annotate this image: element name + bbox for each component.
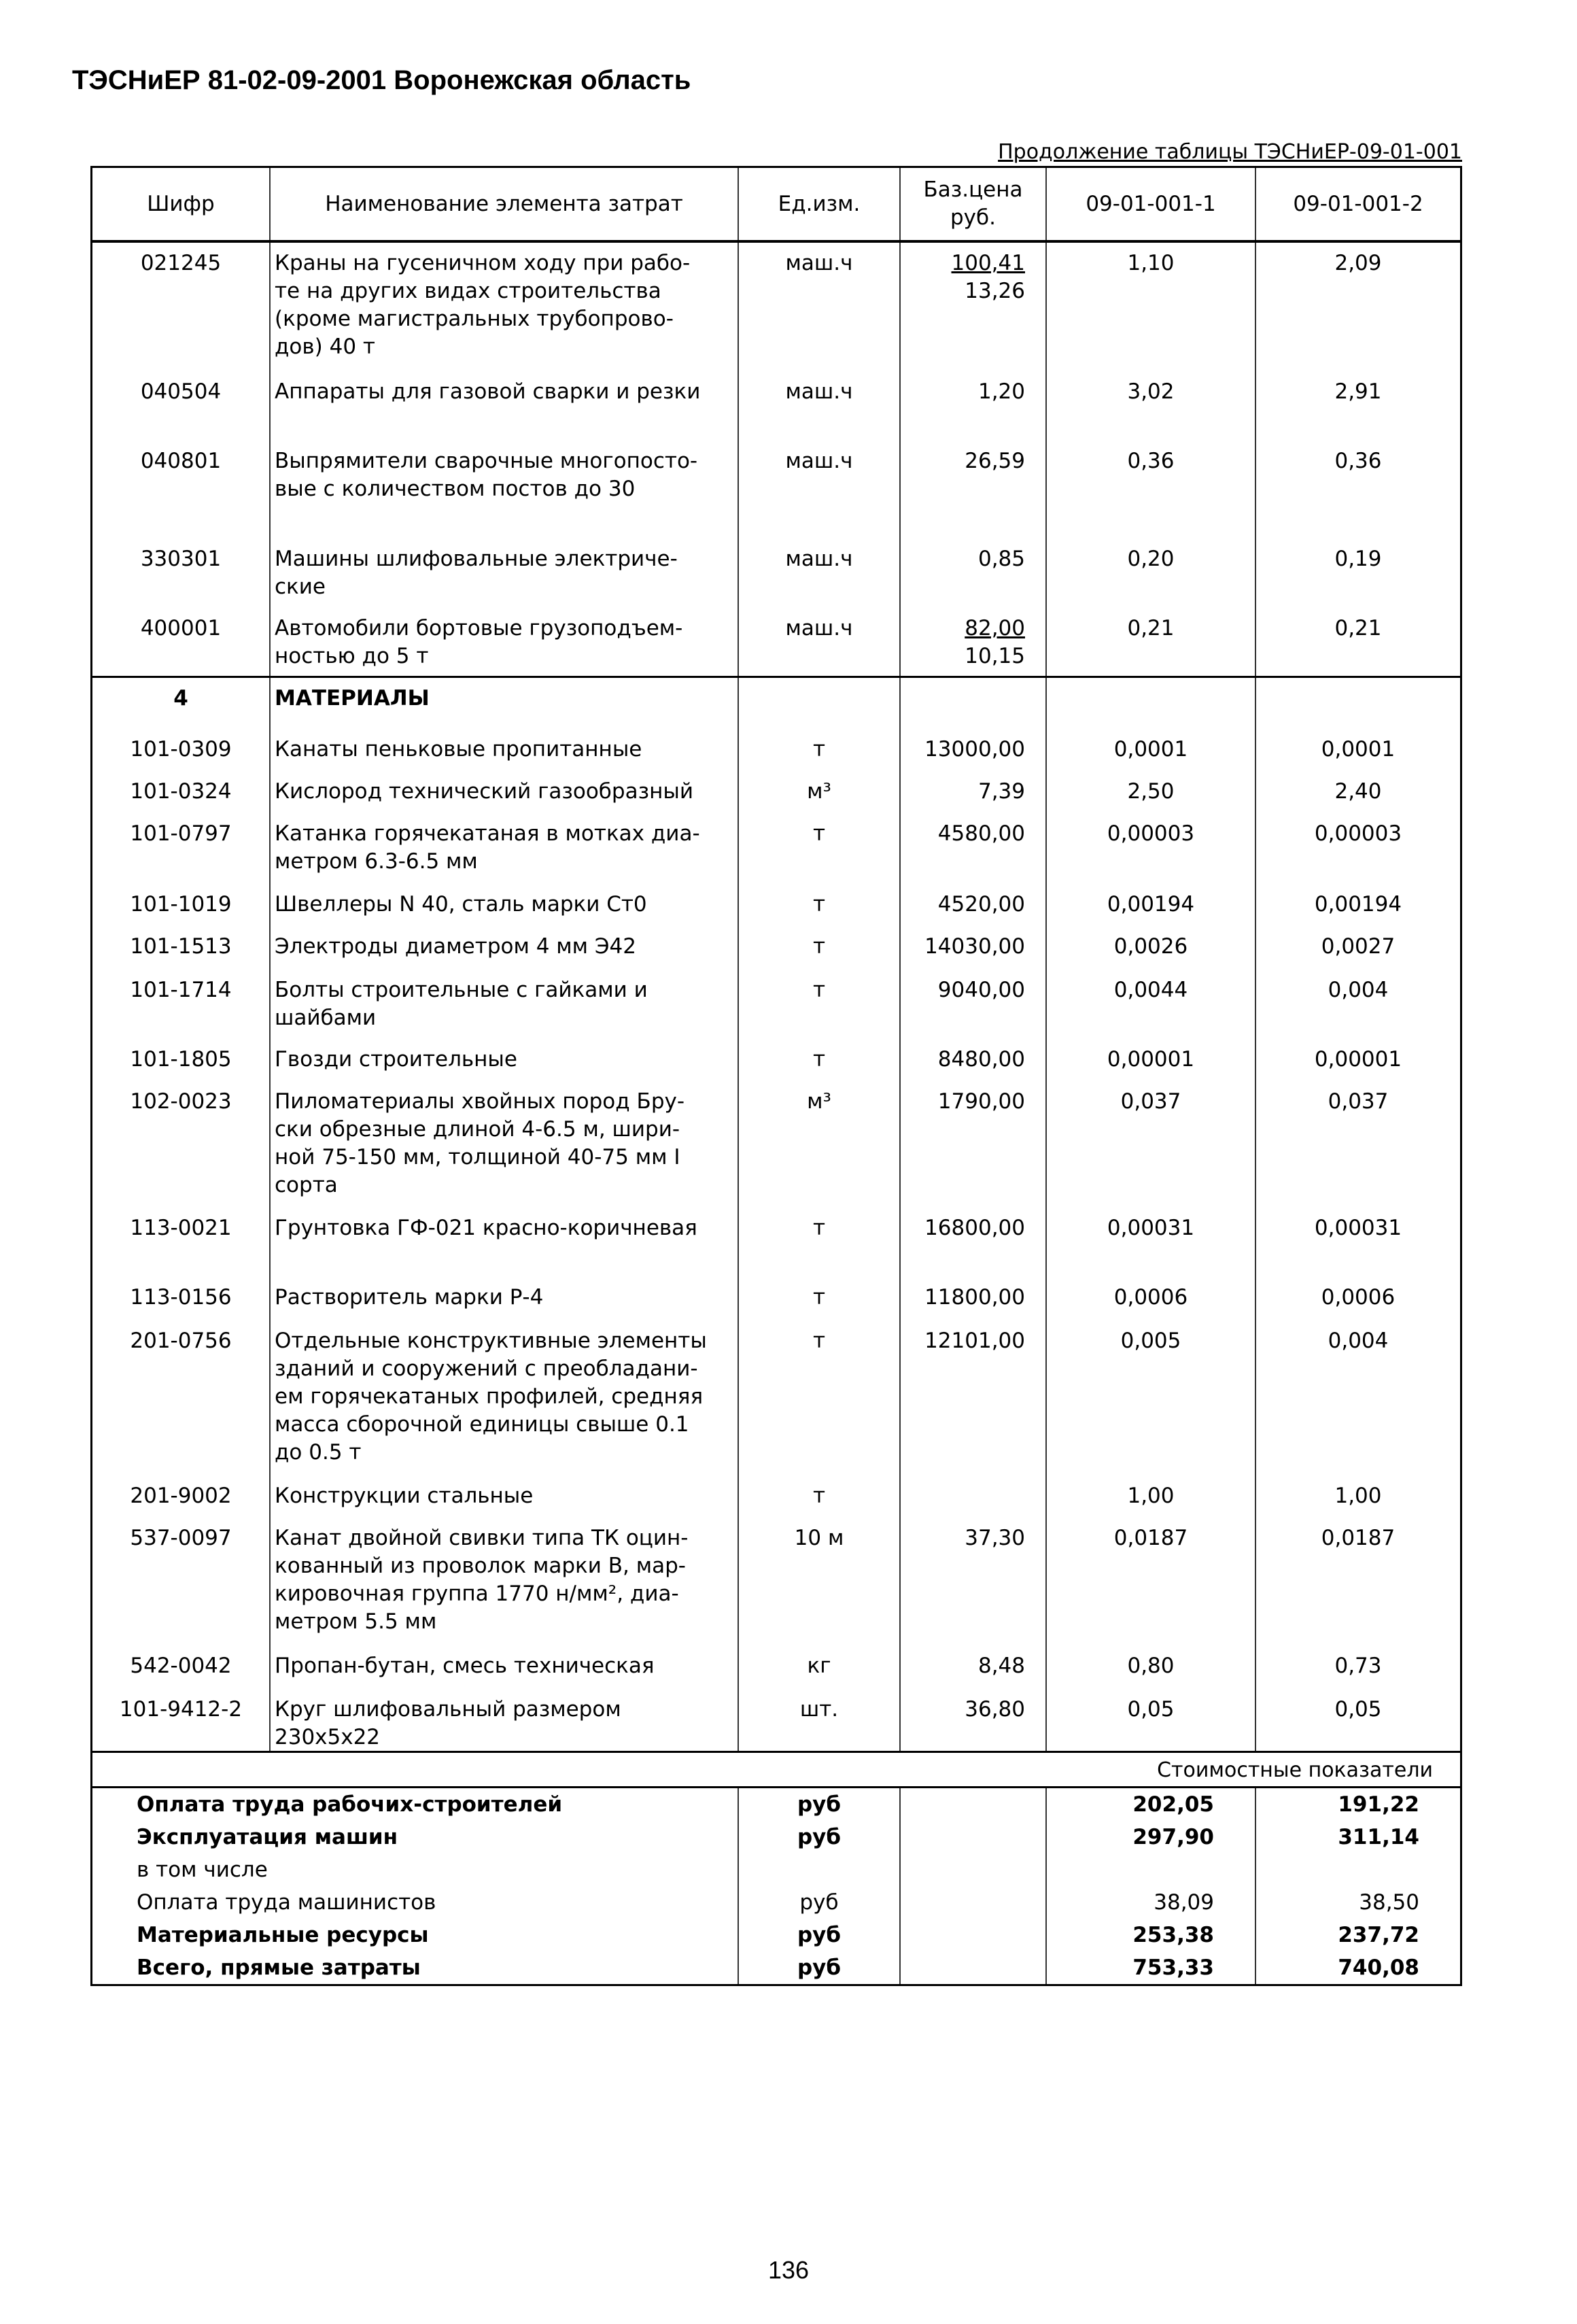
unit-cell: маш.ч — [738, 371, 899, 441]
base-price: 7,39 — [977, 779, 1025, 804]
table-caption: Продолжение таблицы ТЭСНиЕР-09-01-001 — [998, 140, 1462, 164]
unit-cell: т — [738, 884, 899, 926]
table-row — [92, 441, 1460, 539]
code-cell: 201-0756 — [130, 1329, 232, 1353]
summary-col-1: 253,38 — [1045, 1919, 1255, 1951]
unit-cell: т — [738, 1277, 899, 1320]
value-col-2: 0,00031 — [1255, 1208, 1460, 1277]
price-cell — [899, 1081, 1045, 1208]
summary-price — [899, 1951, 1045, 1984]
summary-unit: руб — [738, 1788, 899, 1821]
base-price: 13000,00 — [924, 737, 1025, 762]
base-price: 8480,00 — [937, 1047, 1025, 1072]
base-price: 16800,00 — [924, 1216, 1025, 1240]
summary-col-2: 237,72 — [1255, 1919, 1460, 1951]
code-cell: 101-9412-2 — [119, 1697, 243, 1722]
resource-table — [90, 166, 1462, 1986]
summary-col-2 — [1255, 1853, 1460, 1886]
name-cell: Канаты пеньковые пропитанные — [269, 729, 738, 771]
name-cell: Краны на гусеничном ходу при рабо- те на других видах строительства (кроме магистральных трубопрово- дов) 40 т — [269, 243, 738, 371]
unit-cell: т — [738, 926, 899, 970]
summary-unit: руб — [738, 1886, 899, 1919]
unit-cell: т — [738, 970, 899, 1039]
table-row — [92, 1689, 1460, 1751]
code-cell: 400001 — [140, 616, 222, 640]
code-cell: 101-1714 — [130, 978, 232, 1002]
value-col-1: 0,05 — [1045, 1689, 1255, 1751]
base-price: 12101,00 — [924, 1329, 1025, 1353]
name-cell: Конструкции стальные — [269, 1475, 738, 1518]
value-col-1: 0,037 — [1045, 1081, 1255, 1208]
table-row — [92, 813, 1460, 884]
price-cell — [899, 884, 1045, 926]
summary-label: Эксплуатация машин — [137, 1825, 398, 1849]
name-cell: МАТЕРИАЛЫ — [269, 678, 738, 729]
unit-cell: т — [738, 1039, 899, 1081]
table-row — [92, 1039, 1460, 1081]
value-col-1: 0,00194 — [1045, 884, 1255, 926]
value-col-1: 0,005 — [1045, 1320, 1255, 1475]
value-col-2: 0,0001 — [1255, 729, 1460, 771]
value-col-2: 0,00003 — [1255, 813, 1460, 884]
summary-unit: руб — [738, 1951, 899, 1984]
name-cell: Электроды диаметром 4 мм Э42 — [269, 926, 738, 970]
value-col-1: 0,80 — [1045, 1645, 1255, 1689]
name-cell: Пиломатериалы хвойных пород Бру- ски обрезные длиной 4-6.5 м, шири- ной 75-150 мм, толщиной 40-75 мм I сорта — [269, 1081, 738, 1208]
summary-row — [92, 1951, 1460, 1984]
summary-label: в том числе — [137, 1858, 268, 1882]
summary-price — [899, 1919, 1045, 1951]
name-cell: Растворитель марки Р-4 — [269, 1277, 738, 1320]
code-cell: 101-1019 — [130, 892, 232, 917]
value-col-2: 0,21 — [1255, 608, 1460, 676]
price-cell — [899, 771, 1045, 813]
table-row — [92, 371, 1460, 441]
table-row — [92, 970, 1460, 1039]
code-cell: 102-0023 — [130, 1089, 232, 1114]
price-cell — [899, 243, 1045, 371]
price-cell — [899, 970, 1045, 1039]
section-row — [92, 676, 1460, 729]
table-row — [92, 1518, 1460, 1645]
page-number: 136 — [768, 2256, 810, 2284]
name-cell: Канат двойной свивки типа ТК оцин- кованный из проволок марки В, мар- кировочная группа 1770 н/мм², диа- метром 5.5 мм — [269, 1518, 738, 1645]
unit-cell: шт. — [738, 1689, 899, 1751]
name-cell: Круг шлифовальный размером 230x5x22 — [269, 1689, 738, 1751]
unit-cell — [738, 678, 899, 729]
value-col-1: 0,00003 — [1045, 813, 1255, 884]
unit-cell: маш.ч — [738, 539, 899, 608]
table-row — [92, 1081, 1460, 1208]
unit-cell: т — [738, 729, 899, 771]
price-cell — [899, 539, 1045, 608]
unit-cell: т — [738, 1320, 899, 1475]
table-row — [92, 1277, 1460, 1320]
value-col-2: 2,09 — [1255, 243, 1460, 371]
code-cell: 021245 — [140, 251, 222, 275]
base-price: 100,41 — [951, 251, 1025, 275]
table-body — [92, 243, 1460, 1751]
value-col-2: 0,73 — [1255, 1645, 1460, 1689]
price-cell — [899, 1645, 1045, 1689]
value-col-2: 0,004 — [1255, 1320, 1460, 1475]
value-col-2: 0,0006 — [1255, 1277, 1460, 1320]
value-col-2: 0,36 — [1255, 441, 1460, 539]
value-col-1: 0,00001 — [1045, 1039, 1255, 1081]
summary-label: Оплата труда рабочих-строителей — [137, 1792, 563, 1817]
price-cell — [899, 1475, 1045, 1518]
base-price: 26,59 — [965, 449, 1025, 473]
value-col-2: 2,40 — [1255, 771, 1460, 813]
summary-label: Всего, прямые затраты — [137, 1955, 421, 1980]
value-col-2: 0,00194 — [1255, 884, 1460, 926]
summary-col-2: 311,14 — [1255, 1821, 1460, 1853]
summary-unit: руб — [738, 1821, 899, 1853]
unit-cell: м³ — [738, 771, 899, 813]
name-cell: Автомобили бортовые грузоподъем- ностью до 5 т — [269, 608, 738, 676]
table-row — [92, 1320, 1460, 1475]
price-cell — [899, 1320, 1045, 1475]
price-cell — [899, 441, 1045, 539]
value-col-1: 0,00031 — [1045, 1208, 1255, 1277]
unit-cell: т — [738, 1475, 899, 1518]
code-cell: 542-0042 — [130, 1654, 232, 1678]
unit-cell: 10 м — [738, 1518, 899, 1645]
name-cell: Грунтовка ГФ-021 красно-коричневая — [269, 1208, 738, 1277]
summary-col-1: 202,05 — [1045, 1788, 1255, 1821]
unit-cell: т — [738, 1208, 899, 1277]
name-cell: Швеллеры N 40, сталь марки Ст0 — [269, 884, 738, 926]
value-col-1: 0,36 — [1045, 441, 1255, 539]
code-cell: 113-0021 — [130, 1216, 232, 1240]
code-cell: 4 — [173, 686, 188, 711]
value-col-1 — [1045, 678, 1255, 729]
summary-col-2: 740,08 — [1255, 1951, 1460, 1984]
table-row — [92, 1475, 1460, 1518]
code-cell: 040801 — [140, 449, 222, 473]
header-col-2: 09-01-001-2 — [1255, 168, 1460, 240]
code-cell: 113-0156 — [130, 1285, 232, 1310]
code-cell: 101-0797 — [130, 821, 232, 846]
code-cell: 101-1805 — [130, 1047, 232, 1072]
value-col-2: 0,05 — [1255, 1689, 1460, 1751]
base-price: 8,48 — [977, 1654, 1025, 1678]
base-price-wage: 13,26 — [965, 279, 1025, 303]
summary-section — [92, 1788, 1460, 1984]
value-col-1: 0,0044 — [1045, 970, 1255, 1039]
base-price: 9040,00 — [937, 978, 1025, 1002]
value-col-1: 0,20 — [1045, 539, 1255, 608]
base-price: 14030,00 — [924, 934, 1025, 959]
unit-cell: т — [738, 813, 899, 884]
summary-price — [899, 1788, 1045, 1821]
summary-unit: руб — [738, 1919, 899, 1951]
table-row — [92, 884, 1460, 926]
value-col-1: 0,0006 — [1045, 1277, 1255, 1320]
code-cell: 040504 — [140, 379, 222, 404]
table-row — [92, 1208, 1460, 1277]
name-cell: Кислород технический газообразный — [269, 771, 738, 813]
summary-unit — [738, 1853, 899, 1886]
table-row — [92, 539, 1460, 608]
summary-price — [899, 1886, 1045, 1919]
base-price: 82,00 — [965, 616, 1025, 640]
base-price: 4580,00 — [937, 821, 1025, 846]
summary-col-1: 297,90 — [1045, 1821, 1255, 1853]
value-col-2: 0,0027 — [1255, 926, 1460, 970]
summary-col-1 — [1045, 1853, 1255, 1886]
summary-col-1: 753,33 — [1045, 1951, 1255, 1984]
price-cell — [899, 926, 1045, 970]
summary-row — [92, 1886, 1460, 1919]
header-unit: Ед.изм. — [738, 168, 899, 240]
value-col-2: 0,0187 — [1255, 1518, 1460, 1645]
value-col-2: 0,00001 — [1255, 1039, 1460, 1081]
price-cell — [899, 678, 1045, 729]
base-price-wage: 10,15 — [965, 644, 1025, 668]
value-col-2: 0,037 — [1255, 1081, 1460, 1208]
table-header — [92, 168, 1460, 243]
header-code: Шифр — [147, 191, 215, 216]
base-price: 4520,00 — [937, 892, 1025, 917]
base-price: 1,20 — [977, 379, 1025, 404]
unit-cell: м³ — [738, 1081, 899, 1208]
summary-label: Материальные ресурсы — [137, 1923, 429, 1947]
summary-row — [92, 1821, 1460, 1853]
name-cell: Болты строительные с гайками и шайбами — [269, 970, 738, 1039]
header-price: Баз.цена руб. — [899, 168, 1045, 240]
summary-row — [92, 1919, 1460, 1951]
value-col-1: 1,00 — [1045, 1475, 1255, 1518]
unit-cell: маш.ч — [738, 608, 899, 676]
unit-cell: маш.ч — [738, 243, 899, 371]
value-col-2: 0,004 — [1255, 970, 1460, 1039]
name-cell: Машины шлифовальные электриче- ские — [269, 539, 738, 608]
table-row — [92, 1645, 1460, 1689]
price-cell — [899, 1518, 1045, 1645]
value-col-1: 2,50 — [1045, 771, 1255, 813]
table-row — [92, 243, 1460, 371]
base-price: 11800,00 — [924, 1285, 1025, 1310]
code-cell: 101-0324 — [130, 779, 232, 804]
summary-col-2: 38,50 — [1255, 1886, 1460, 1919]
value-col-2: 1,00 — [1255, 1475, 1460, 1518]
value-col-1: 0,0001 — [1045, 729, 1255, 771]
cost-caption: Стоимостные показатели — [92, 1751, 1460, 1788]
table-row — [92, 926, 1460, 970]
name-cell: Аппараты для газовой сварки и резки — [269, 371, 738, 441]
price-cell — [899, 1208, 1045, 1277]
summary-price — [899, 1853, 1045, 1886]
base-price: 37,30 — [965, 1526, 1025, 1550]
price-cell — [899, 1689, 1045, 1751]
name-cell: Выпрямители сварочные многопосто- вые с количеством постов до 30 — [269, 441, 738, 539]
base-price: 0,85 — [977, 547, 1025, 571]
value-col-2: 0,19 — [1255, 539, 1460, 608]
price-cell — [899, 371, 1045, 441]
code-cell: 101-1513 — [130, 934, 232, 959]
code-cell: 330301 — [140, 547, 222, 571]
name-cell: Гвозди строительные — [269, 1039, 738, 1081]
name-cell: Катанка горячекатаная в мотках диа- метром 6.3-6.5 мм — [269, 813, 738, 884]
summary-row — [92, 1788, 1460, 1821]
table-row — [92, 608, 1460, 676]
value-col-1: 3,02 — [1045, 371, 1255, 441]
header-name: Наименование элемента затрат — [269, 168, 738, 240]
value-col-1: 0,0187 — [1045, 1518, 1255, 1645]
price-cell — [899, 1277, 1045, 1320]
code-cell: 201-9002 — [130, 1484, 232, 1508]
code-cell: 101-0309 — [130, 737, 232, 762]
summary-col-2: 191,22 — [1255, 1788, 1460, 1821]
value-col-1: 1,10 — [1045, 243, 1255, 371]
value-col-2 — [1255, 678, 1460, 729]
price-cell — [899, 813, 1045, 884]
price-cell — [899, 729, 1045, 771]
value-col-1: 0,21 — [1045, 608, 1255, 676]
table-row — [92, 771, 1460, 813]
name-cell: Пропан-бутан, смесь техническая — [269, 1645, 738, 1689]
unit-cell: маш.ч — [738, 441, 899, 539]
price-cell — [899, 1039, 1045, 1081]
name-cell: Отдельные конструктивные элементы зданий и сооружений с преобладани- ем горячекатаных профилей, средняя масса сборочной единицы свыше 0.1 до 0.5 т — [269, 1320, 738, 1475]
price-cell — [899, 608, 1045, 676]
document-title: ТЭСНиЕР 81-02-09-2001 Воронежская область — [72, 65, 691, 95]
value-col-2: 2,91 — [1255, 371, 1460, 441]
value-col-1: 0,0026 — [1045, 926, 1255, 970]
summary-label: Оплата труда машинистов — [137, 1890, 436, 1915]
table-row — [92, 729, 1460, 771]
base-price: 1790,00 — [937, 1089, 1025, 1114]
summary-row — [92, 1853, 1460, 1886]
summary-price — [899, 1821, 1045, 1853]
code-cell: 537-0097 — [130, 1526, 232, 1550]
summary-col-1: 38,09 — [1045, 1886, 1255, 1919]
base-price: 36,80 — [965, 1697, 1025, 1722]
unit-cell: кг — [738, 1645, 899, 1689]
header-col-1: 09-01-001-1 — [1045, 168, 1255, 240]
